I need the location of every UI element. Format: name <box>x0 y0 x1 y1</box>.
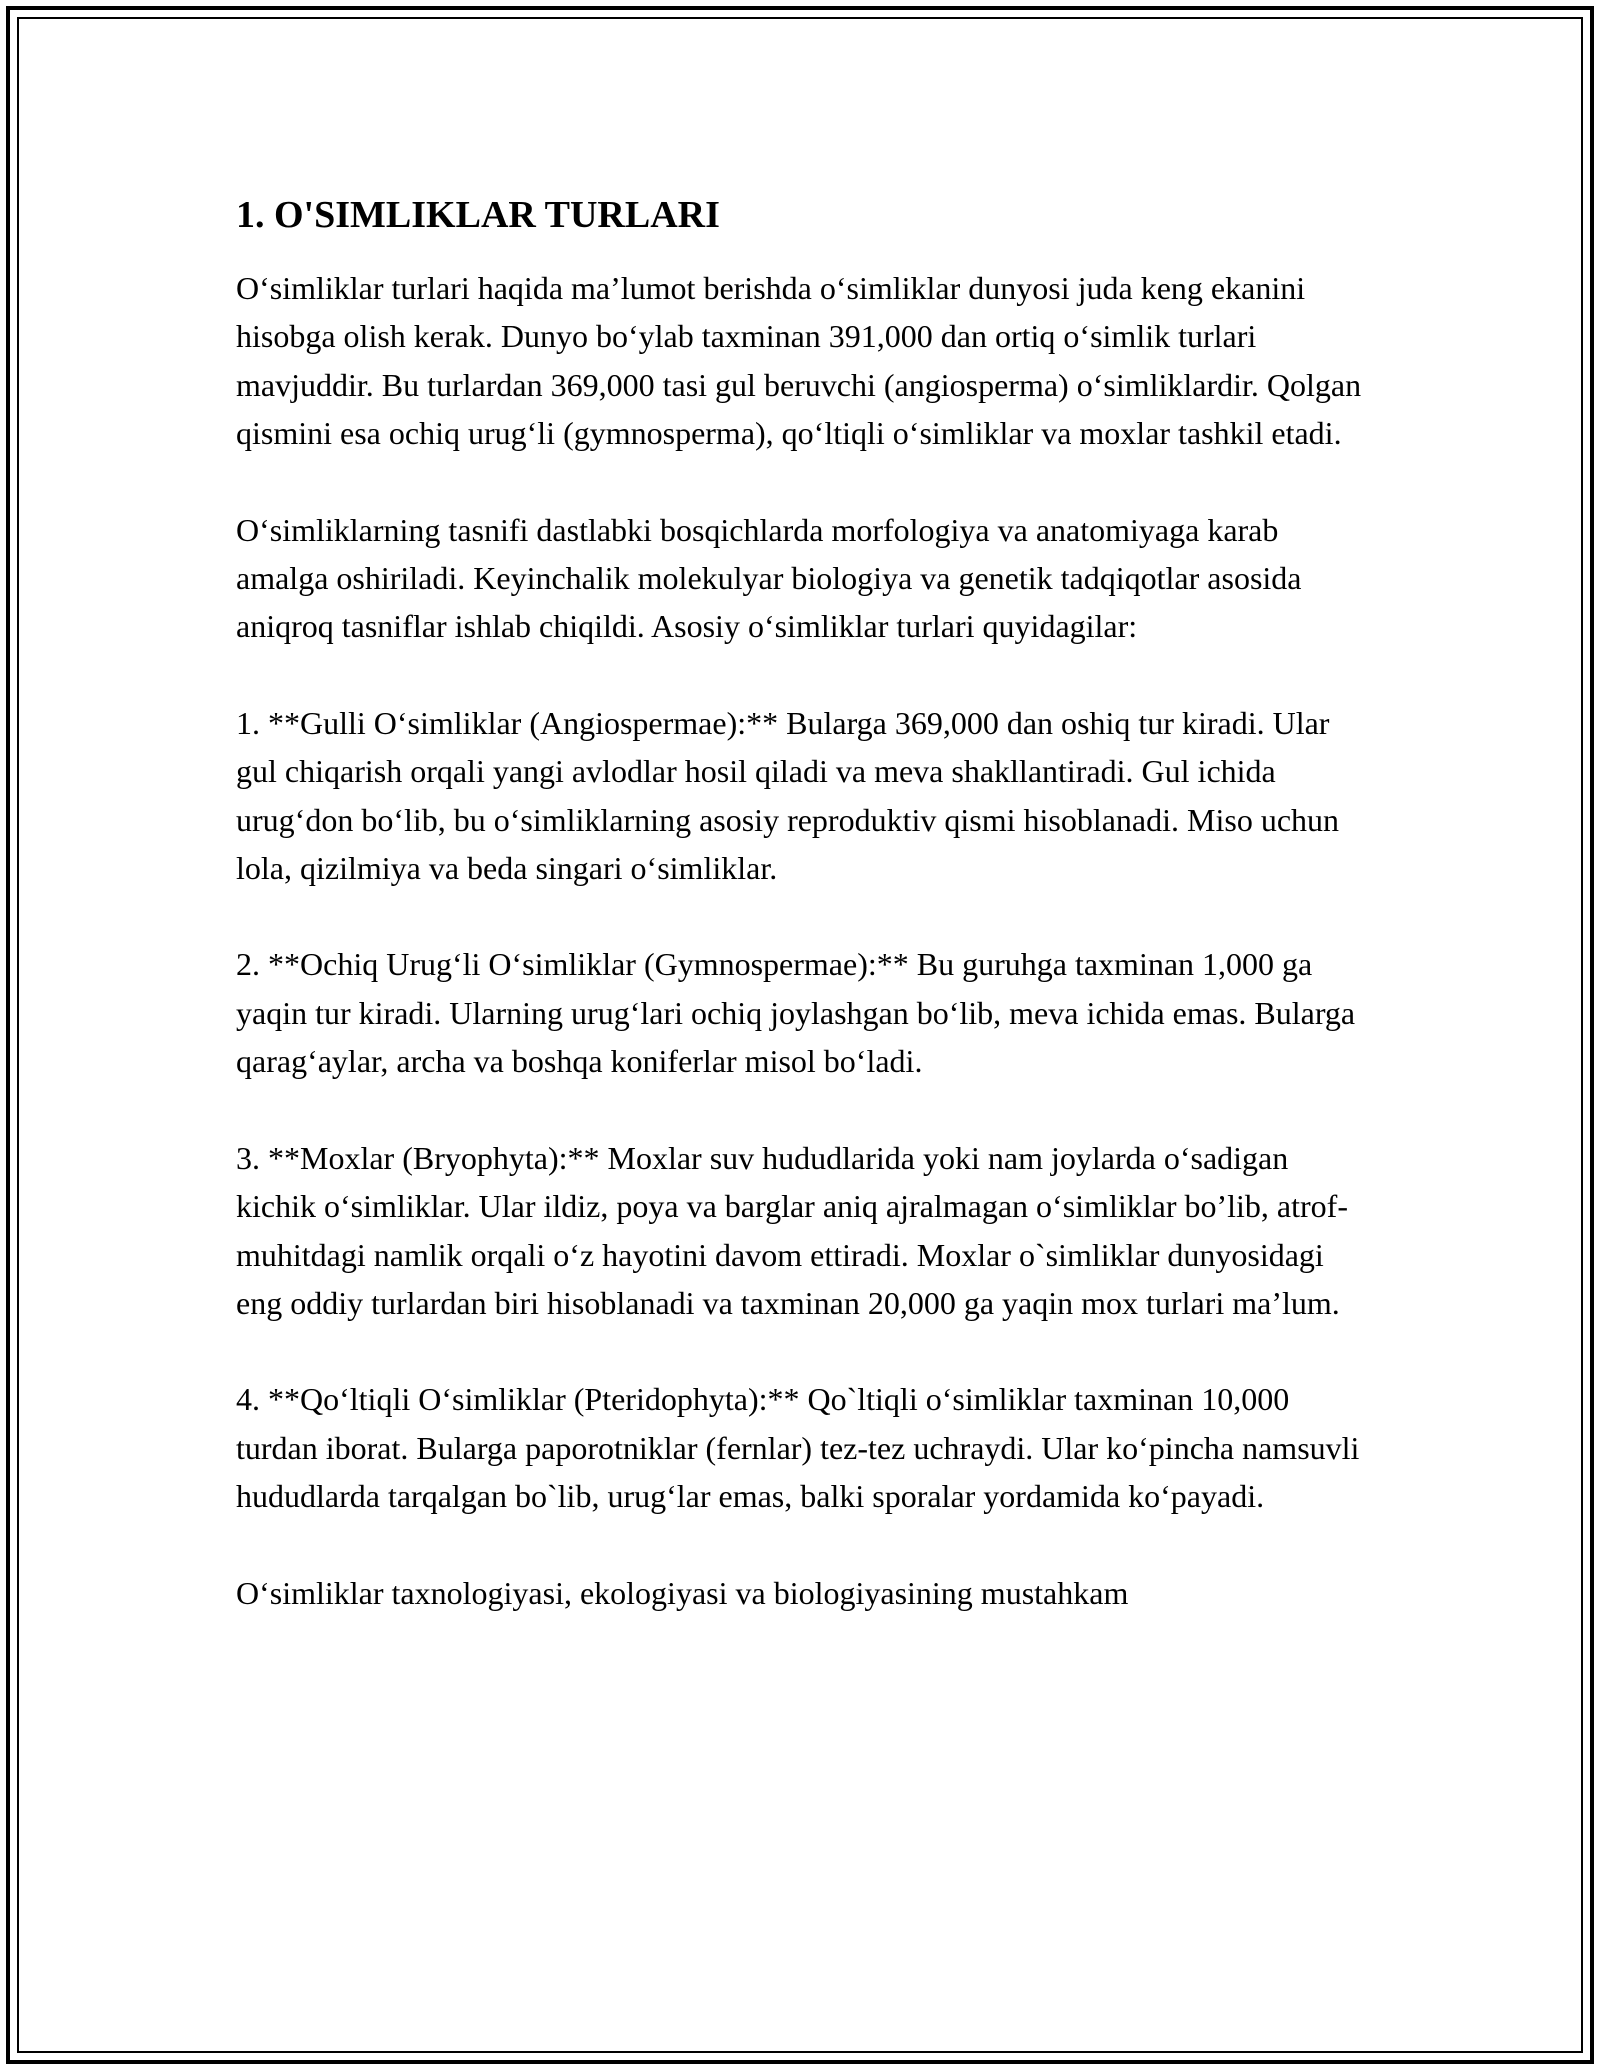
paragraph-closing: O‘simliklar taxnologiyasi, ekologiyasi va biologiyasining mustahkam <box>236 1574 1129 1611</box>
list-item-bryophyta: 3. **Moxlar (Bryophyta):** Moxlar suv hududlarida yoki nam joylarda o‘sadigan kichik o‘simliklar. Ular ildiz, poya va barglar aniq ajralmagan o‘simliklar bo’lib, atrof-muhitdagi namlik orqali o‘z hayotini davom ettiradi. Moxlar o`simliklar dunyosidagi eng oddiy turlardan biri hisoblanadi va taxminan 20,000 ga yaqin mox turlari ma’lum. <box>236 1139 1348 1321</box>
paragraph-classification: O‘simliklarning tasnifi dastlabki bosqichlarda morfologiya va anatomiyaga karab amalga oshiriladi. Keyinchalik molekulyar biologiya va genetik tadqiqotlar asosida aniqroq tasniflar ishlab chiqildi. Asosiy o‘simliklar turlari quyidagilar: <box>236 511 1302 645</box>
document-title: 1. O'SIMLIKLAR TURLARI <box>236 194 720 236</box>
list-item-angiospermae: 1. **Gulli O‘simliklar (Angiospermae):** Bularga 369,000 dan oshiq tur kiradi. Ular gul chiqarish orqali yangi avlodlar hosil qiladi va meva shakllantiradi. Gul ichida urug‘don bo‘lib, bu o‘simliklarning asosiy reproduktiv qismi hisoblanadi. Miso uchun lola, qizilmiya va beda singari o‘simliklar. <box>236 704 1340 887</box>
list-item-gymnospermae: 2. **Ochiq Urug‘li O‘simliklar (Gymnospermae):** Bu guruhga taxminan 1,000 ga yaqin tur kiradi. Ularning urug‘lari ochiq joylashgan bo‘lib, meva ichida emas. Bularga qarag‘aylar, archa va boshqa koniferlar misol bo‘ladi. <box>236 946 1356 1080</box>
paragraph-intro: O‘simliklar turlari haqida ma’lumot berishda o‘simliklar dunyosi juda keng ekanini hisobga olish kerak. Dunyo bo‘ylab taxminan 391,000 dan ortiq o‘simlik turlari mavjuddir. Bu turlardan 369,000 tasi gul beruvchi (angiosperma) o‘simliklardir. Qolgan qismini esa ochiq urug‘li (gymnosperma), qo‘ltiqli o‘simliklar va moxlar tashkil etadi. <box>236 270 1362 452</box>
list-item-pteridophyta: 4. **Qo‘ltiqli O‘simliklar (Pteridophyta):** Qo`ltiqli o‘simliklar taxminan 10,000 turdan iborat. Bularga paporotniklar (fernlar) tez-tez uchraydi. Ular ko‘pincha namsuvli hududlarda tarqalgan bo`lib, urug‘lar emas, balki sporalar yordamida ko‘payadi. <box>236 1381 1360 1515</box>
document-body <box>236 186 1376 1617</box>
